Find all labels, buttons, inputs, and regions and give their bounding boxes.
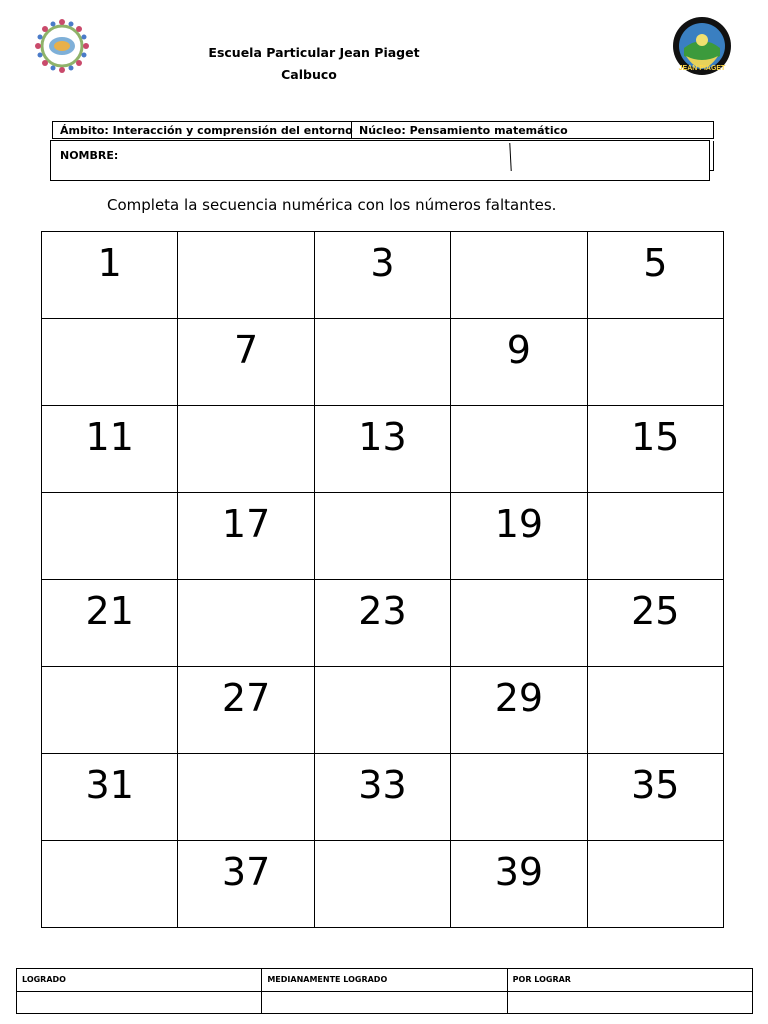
blank-number-cell[interactable] [587,319,723,406]
badge-text: JEAN PIAGET [678,65,726,72]
number-cell: 3 [314,232,450,319]
blank-number-cell[interactable] [451,580,587,667]
info-row [52,121,714,139]
jean-piaget-badge-logo [670,16,734,76]
por-lograr-cell[interactable] [507,991,752,1014]
blank-number-cell[interactable] [42,319,178,406]
blank-number-cell[interactable] [314,319,450,406]
number-cell: 5 [587,232,723,319]
number-cell: 1 [42,232,178,319]
number-cell: 19 [451,493,587,580]
blank-number-cell[interactable] [451,232,587,319]
number-cell: 29 [451,667,587,754]
grid-row [42,319,724,406]
grid-row [42,667,724,754]
blank-number-cell[interactable] [314,841,450,928]
number-cell: 37 [178,841,314,928]
number-cell: 25 [587,580,723,667]
number-cell: 9 [451,319,587,406]
blank-number-cell[interactable] [42,493,178,580]
grid-row [42,232,724,319]
grid-row [42,493,724,580]
blank-number-cell[interactable] [451,406,587,493]
number-cell: 35 [587,754,723,841]
nucleo-field: Núcleo: Pensamiento matemático [359,124,568,137]
school-city: Calbuco [281,67,337,82]
school-name: Escuela Particular Jean Piaget [208,45,420,60]
number-cell: 17 [178,493,314,580]
blank-number-cell[interactable] [587,667,723,754]
medianamente-logrado-cell[interactable] [262,991,507,1014]
number-cell: 21 [42,580,178,667]
number-cell: 7 [178,319,314,406]
blank-number-cell[interactable] [587,493,723,580]
grid-row [42,580,724,667]
medianamente-logrado-header: MEDIANAMENTE LOGRADO [262,969,507,992]
blank-number-cell[interactable] [451,754,587,841]
blank-number-cell[interactable] [42,841,178,928]
ambito-field: Ámbito: Interacción y comprensión del entorno [53,122,352,138]
blank-number-cell[interactable] [314,493,450,580]
logrado-cell[interactable] [17,991,262,1014]
blank-number-cell[interactable] [587,841,723,928]
number-cell: 31 [42,754,178,841]
name-label: NOMBRE: [60,149,119,162]
blank-number-cell[interactable] [178,754,314,841]
name-field[interactable] [50,140,710,181]
blank-number-cell[interactable] [178,580,314,667]
instruction-text: Completa la secuencia numérica con los números faltantes. [107,196,557,214]
blank-number-cell[interactable] [178,406,314,493]
number-cell: 13 [314,406,450,493]
grid-row [42,841,724,928]
logrado-header: LOGRADO [17,969,262,992]
number-cell: 11 [42,406,178,493]
por-lograr-header: POR LOGRAR [507,969,752,992]
number-cell: 33 [314,754,450,841]
text-cursor-line [509,143,511,171]
blank-number-cell[interactable] [178,232,314,319]
grid-row [42,406,724,493]
number-cell: 15 [587,406,723,493]
blank-number-cell[interactable] [42,667,178,754]
number-cell: 27 [178,667,314,754]
number-cell: 23 [314,580,450,667]
assessment-table [16,968,753,1014]
grid-row [42,754,724,841]
number-sequence-grid [41,231,724,928]
number-cell: 39 [451,841,587,928]
blank-number-cell[interactable] [314,667,450,754]
